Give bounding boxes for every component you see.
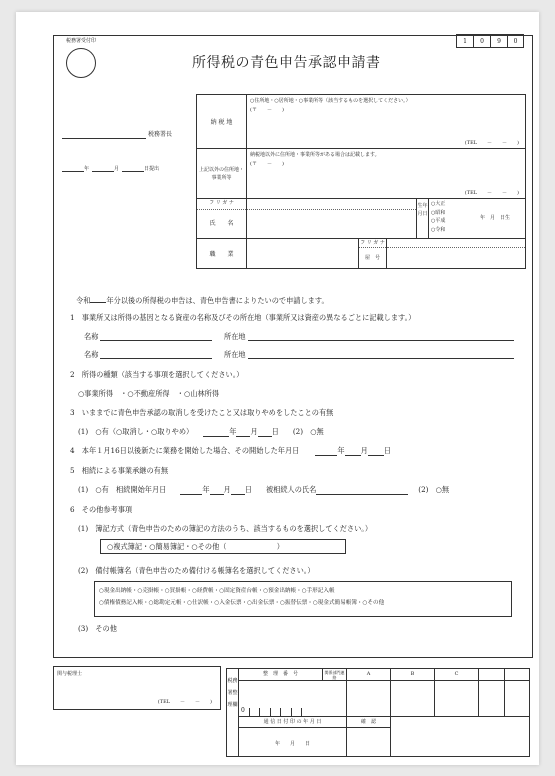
seiri-bango-label: 整 理 番 号 — [239, 669, 323, 681]
section4-line — [70, 446, 391, 456]
section5-heir-label: 被相続人の氏名 — [265, 485, 317, 494]
section3-month-field[interactable] — [236, 429, 250, 437]
stamp-label: 税務署受付印 — [66, 38, 97, 44]
submit-month-label: 月 — [114, 166, 120, 172]
section6-title: 6 その他参考事項 — [70, 505, 133, 514]
section2-options[interactable]: ○事業所得 ・○不動産所得 ・○山林所得 — [78, 389, 220, 398]
era-showa[interactable]: ○昭和 — [431, 209, 446, 216]
col-e-field[interactable] — [505, 681, 529, 717]
form-page — [16, 12, 539, 765]
col-d-field[interactable] — [479, 681, 505, 717]
name-field-cell — [247, 199, 526, 239]
col-a-label: A — [347, 669, 391, 681]
seiri-bango-ticks — [249, 708, 302, 716]
ledger-options-line-1[interactable]: ○現金出納帳・○売掛帳・○買掛帳・○経費帳・○固定資産台帳・○預金出納帳・○手形記入帳 — [99, 588, 335, 594]
other-address-note: 納税地以外に住所地・事業所等がある場合は記載します。 — [250, 152, 380, 158]
submit-year-label: 年 — [84, 166, 90, 172]
form-number-digit: 9 — [490, 34, 507, 48]
other-address-label: 上記以外の住所地・事業所等 — [197, 149, 247, 199]
section4-day-label: 日 — [383, 446, 391, 455]
tel-row: (TEL － － ) — [464, 140, 519, 146]
section4-year-field[interactable] — [315, 448, 337, 456]
name-label: 氏 名 — [209, 220, 234, 227]
birth-ymd[interactable]: 年 月 日生 — [479, 215, 510, 221]
accountant-box[interactable] — [53, 666, 221, 710]
occupation-row — [247, 239, 526, 269]
seiri-bango-zero: 0 — [241, 707, 245, 714]
col-a-field[interactable] — [347, 681, 391, 717]
section1-location-label-2: 所在地 — [224, 350, 246, 359]
seiri-bango-field[interactable] — [239, 681, 347, 717]
accountant-label: 関与税理士 — [57, 671, 83, 677]
tsushin-date-field[interactable]: 年 月 日 — [239, 728, 347, 756]
section1-name-field-1[interactable] — [100, 332, 212, 341]
page-title: 所得税の青色申告承認申請書 — [192, 55, 381, 71]
trade-name-furigana — [387, 239, 525, 248]
section5-no[interactable]: (2) ○無 — [418, 485, 450, 494]
intro-era: 令和 — [76, 296, 91, 305]
era-options[interactable] — [429, 199, 465, 238]
era-heisei[interactable]: ○平成 — [431, 218, 446, 224]
postal-mark-2: (〒 － ) — [250, 161, 284, 167]
section5-heir-field[interactable] — [316, 487, 408, 495]
kakunin-label: 確 認 — [347, 717, 391, 728]
office-label: 税務署整理欄 — [227, 669, 239, 756]
section3-line — [78, 427, 324, 437]
era-reiwa[interactable]: ○令和 — [431, 226, 446, 233]
col-e-header — [505, 669, 529, 681]
nozeichi-label: 納 税 地 — [197, 95, 247, 149]
form-number-digit: 0 — [473, 34, 490, 48]
section5-day-label: 日 — [244, 485, 252, 494]
section1-name-label: 名称 — [84, 332, 99, 341]
bookkeeping-method-box[interactable]: ○複式簿記・○簡易簿記・○その他（ ） — [100, 539, 346, 554]
section4-title: 4 本年１月16日以後新たに業務を開始した場合、その開始した年月日 — [70, 446, 300, 455]
section4-month-field[interactable] — [345, 448, 361, 456]
furigana-label: フ リ ガ ナ — [197, 199, 246, 210]
furigana-label-2: フ リ ガ ナ — [360, 240, 385, 246]
section5-month-field[interactable] — [210, 487, 224, 495]
section5-day-field[interactable] — [231, 487, 245, 495]
section5-month-label: 月 — [223, 485, 231, 494]
section3-day-label: 日 — [271, 427, 279, 436]
tax-office-suffix: 税務署長 — [148, 131, 173, 138]
section1-location-field-2[interactable] — [248, 350, 514, 359]
section4-day-field[interactable] — [368, 448, 384, 456]
section3-day-field[interactable] — [258, 429, 272, 437]
other-address-field[interactable] — [247, 149, 526, 199]
col-b-label: B — [391, 669, 435, 681]
section1-name-field-2[interactable] — [100, 350, 212, 359]
tsushin-label: 通 信 日 付 印 の 年 月 日 — [239, 717, 347, 728]
kankei-bumon-label: 関係部門連絡 — [323, 669, 347, 681]
form-number-digit: 1 — [456, 34, 473, 48]
col-d-header — [479, 669, 505, 681]
occupation-field[interactable] — [247, 239, 359, 268]
col-c-field[interactable] — [435, 681, 479, 717]
section3-title: 3 いままでに青色申告承認の取消しを受けたこと又は取りやめをしたことの有無 — [70, 408, 334, 417]
section1-location-label: 所在地 — [224, 332, 246, 341]
section2-title: 2 所得の種類（該当する事項を選択してください。） — [70, 370, 244, 379]
section3-no[interactable]: (2) ○無 — [292, 427, 324, 436]
address-options: ○住所地・○居所地・○事業所等（該当するものを選択してください。） — [250, 98, 411, 104]
ledger-options-line-2[interactable]: ○債権債務記入帳・○総勘定元帳・○仕訳帳・○入金伝票・○出金伝票・○振替伝票・○現金式簡易帳簿・○その他 — [99, 600, 385, 606]
section5-yes[interactable]: (1) ○有 相続開始年月日 — [78, 485, 167, 494]
form-number-digit: 0 — [507, 34, 524, 48]
name-field[interactable] — [247, 199, 417, 238]
section5-year-field[interactable] — [180, 487, 202, 495]
section3-year-field[interactable] — [203, 429, 229, 437]
section6-sub3: (3) その他 — [78, 624, 117, 633]
section4-month-label: 月 — [360, 446, 368, 455]
col-c-label: C — [435, 669, 479, 681]
ledger-options-box[interactable] — [94, 581, 512, 617]
trade-name-label: 屋 号 — [364, 255, 380, 261]
section3-month-label: 月 — [250, 427, 258, 436]
section6-sub1: (1) 簿記方式（青色申告のための簿記の方法のうち、該当するものを選択してください。） — [78, 524, 373, 533]
tax-office-field[interactable] — [62, 129, 146, 139]
kakunin-field[interactable] — [347, 728, 391, 756]
birth-label: 生年月日 — [417, 199, 429, 238]
nozeichi-field[interactable] — [247, 95, 526, 149]
section3-yes[interactable]: (1) ○有（○取消し・○取りやめ） — [78, 427, 194, 436]
section5-year-label: 年 — [202, 485, 210, 494]
section5-line — [78, 485, 449, 495]
furigana-field[interactable] — [247, 199, 416, 210]
intro-text: 年分以後の所得税の申告は、青色申告書によりたいので申請します。 — [106, 296, 329, 305]
tel-row-2: (TEL － － ) — [464, 190, 519, 196]
submit-day-field[interactable] — [122, 164, 144, 172]
section6-sub2: (2) 備付帳簿名（青色申告のため備付ける帳簿名を選択してください。） — [78, 566, 315, 575]
section5-title: 5 相続による事業承継の有無 — [70, 466, 169, 475]
trade-name-field[interactable] — [387, 239, 525, 268]
submit-date — [62, 164, 159, 172]
section4-year-label: 年 — [337, 446, 345, 455]
office-use-table — [226, 668, 530, 757]
name-label-cell — [197, 199, 247, 239]
section1-location-field-1[interactable] — [248, 332, 514, 341]
intro-year-field[interactable] — [90, 295, 106, 303]
postal-mark: (〒 － ) — [250, 107, 284, 113]
accountant-tel: (TEL － － ) — [157, 699, 212, 705]
submit-year-field[interactable] — [62, 164, 84, 172]
section1-title: 1 事業所又は所得の基因となる資産の名称及びその所在地（事業所又は資産の異なるごとに記載します。） — [70, 313, 416, 322]
submit-month-field[interactable] — [92, 164, 114, 172]
taxpayer-table — [196, 94, 526, 269]
trade-name-label-cell — [359, 239, 387, 268]
submit-day-label: 日提出 — [144, 166, 160, 172]
section3-year-label: 年 — [229, 427, 237, 436]
intro-sentence — [76, 295, 329, 306]
section1-name-label-2: 名称 — [84, 350, 99, 359]
occupation-label: 職 業 — [197, 239, 247, 269]
col-b-field[interactable] — [391, 681, 435, 717]
era-taisho[interactable]: ○大正 — [431, 201, 446, 207]
